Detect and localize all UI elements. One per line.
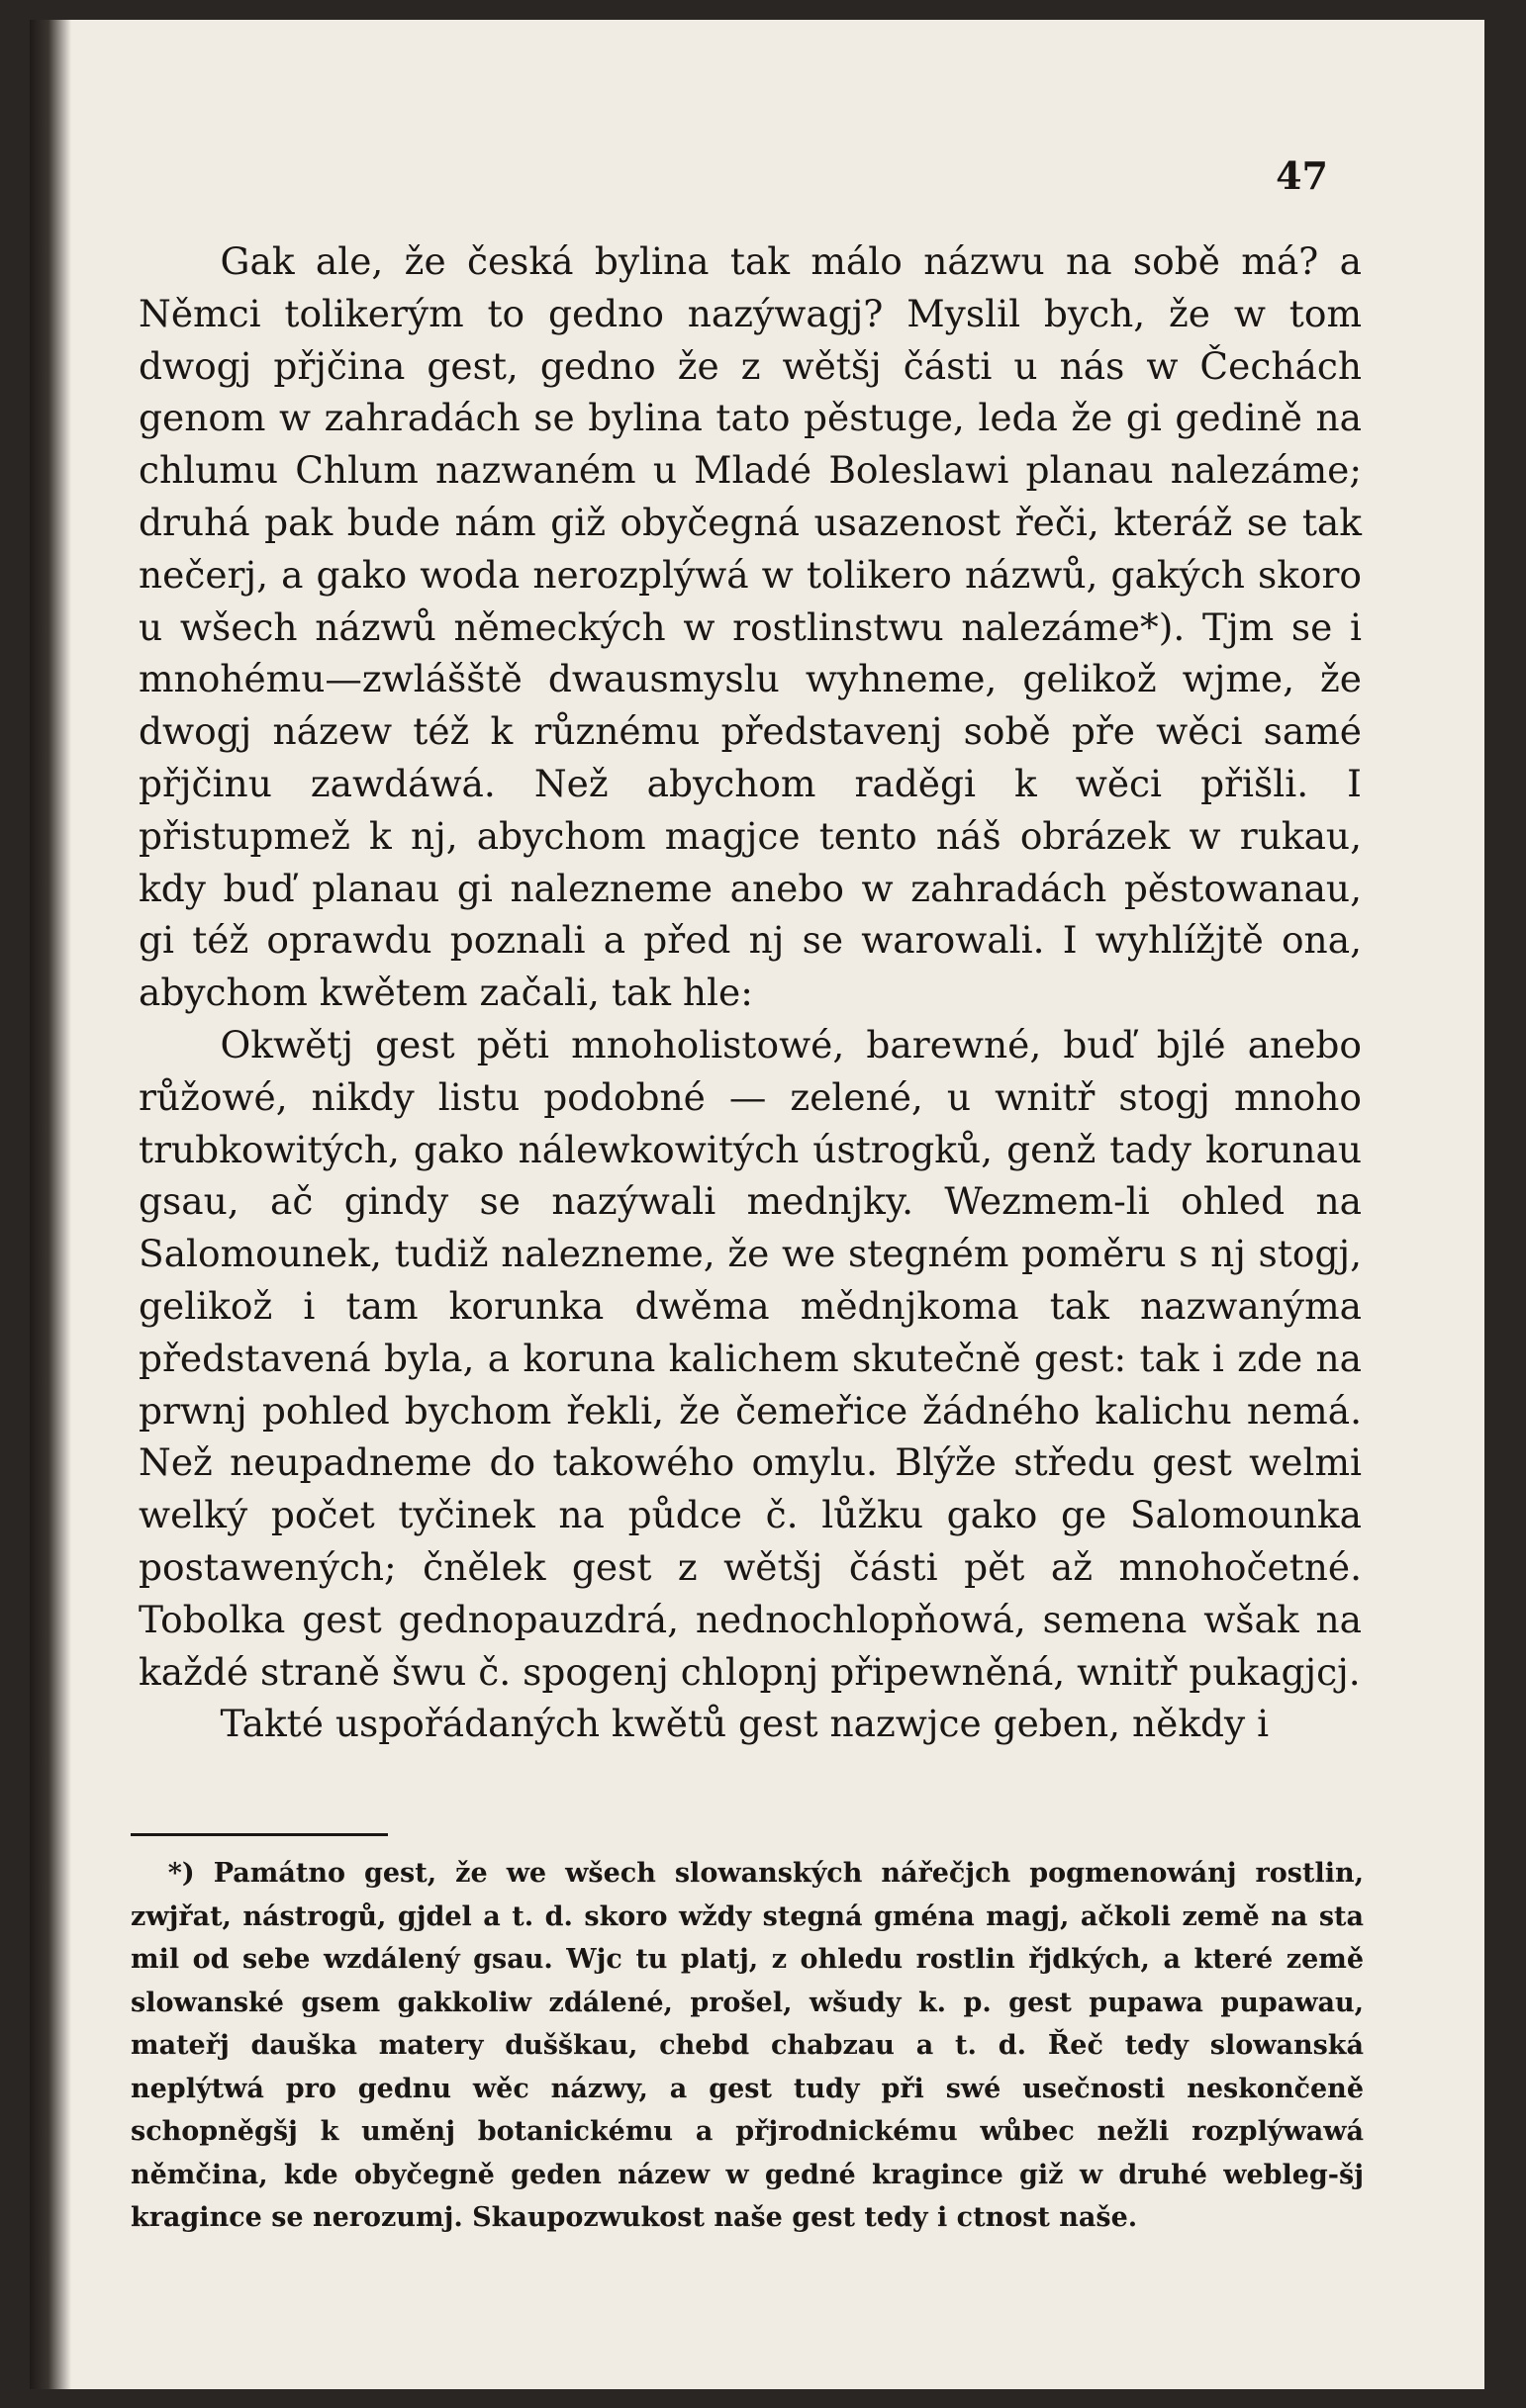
paragraph: Okwětj gest pěti mnoholistowé, barewné, buď bjlé anebo růžowé, nikdy listu podobné — zelené, u wnitř stogj mnoho trubkowitých, gako nálewkowitých ústrogků, genž tady korunau gsau, ač gindy se nazýwali mednjky. Wezmem-li ohled na Salomounek, tudiž nalezneme, že we stegném poměru s nj stogj, gelikož i tam korunka dwěma mědnjkoma tak nazwanýma představená byla, a koruna kalichem skutečně gest: tak i zde na prwnj pohled bychom řekli, že čemeřice žádného kalichu nemá. Než neupadneme do takowého omylu. Blýže středu gest welmi welký počet tyčinek na půdce č. lůžku gako ge Salomounka postawených; čnělek gest z wětšj části pět až mnohočetné. Tobolka gest gednopauzdrá, nednochlopňowá, semena wšak na každé straně šwu č. spogenj chlopnj připewněná, wnitř pukagjcj.	[139, 1022, 1362, 1694]
footnote-divider	[131, 1833, 388, 1836]
page-number: 47	[1276, 153, 1328, 198]
body-text	[139, 235, 1362, 1750]
paragraph: Takté uspořádaných kwětů gest nazwjce geben, někdy i	[220, 1702, 1270, 1746]
paragraph: Gak ale, že česká bylina tak málo názwu na sobě má? a Němci tolikerým to gedno nazýwagj? Myslil bych, že w tom dwogj přjčina gest, gedno že z wětšj části u nás w Čechách genom w zahradách se bylina tato pěstuge, leda že gi gedině na chlumu Chlum nazwaném u Mladé Boleslawi planau nalezáme; druhá pak bude nám giž obyčegná usazenost řeči, kteráž se tak nečerj, a gako woda nerozplýwá w tolikero názwů, gakých skoro u wšech názwů německých w rostlinstwu nalezáme*). Tjm se i mnohému—zwlášště dwausmyslu wyhneme, gelikož wjme, že dwogj názew též k různému představenj sobě pře wěci samé přjčinu zawdáwá. Než abychom raděgi k wěci přišli. I přistupmež k nj, abychom magjce tento náš obrázek w rukau, kdy buď planau gi nalezneme anebo w zahradách pěstowanau, gi též oprawdu poznali a před nj se warowali. I wyhlížjtě ona, abychom kwětem začali, tak hle:	[139, 239, 1362, 1015]
footnote-text: *) Památno gest, že we wšech slowanských nářečjch pogmenowánj rostlin, zwjřat, nástrogů, gjdel a t. d. skoro wždy stegná gména magj, ačkoli země na sta mil od sebe wzdálený gsau. Wjc tu platj, z ohledu rostlin řjdkých, a které země slowanské gsem gakkoliw zdálené, prošel, wšudy k. p. gest pupawa pupawau, mateřj dauška matery dušškau, chebd chabzau a t. d. Řeč tedy slowanská neplýtwá pro gednu wěc názwy, a gest tudy při swé usečnosti neskončeně schopněgšj k uměnj botanickému a přjrodnickému wůbec nežli rozplýwawá němčina, kde obyčegně geden názew w gedné kragince giž w druhé webleg-šj kragince se nerozumj. Skaupozwukost naše gest tedy i ctnost naše.	[131, 1858, 1364, 2233]
book-page	[30, 20, 1484, 2389]
binding-shadow	[30, 20, 71, 2389]
footnote	[131, 1852, 1364, 2240]
